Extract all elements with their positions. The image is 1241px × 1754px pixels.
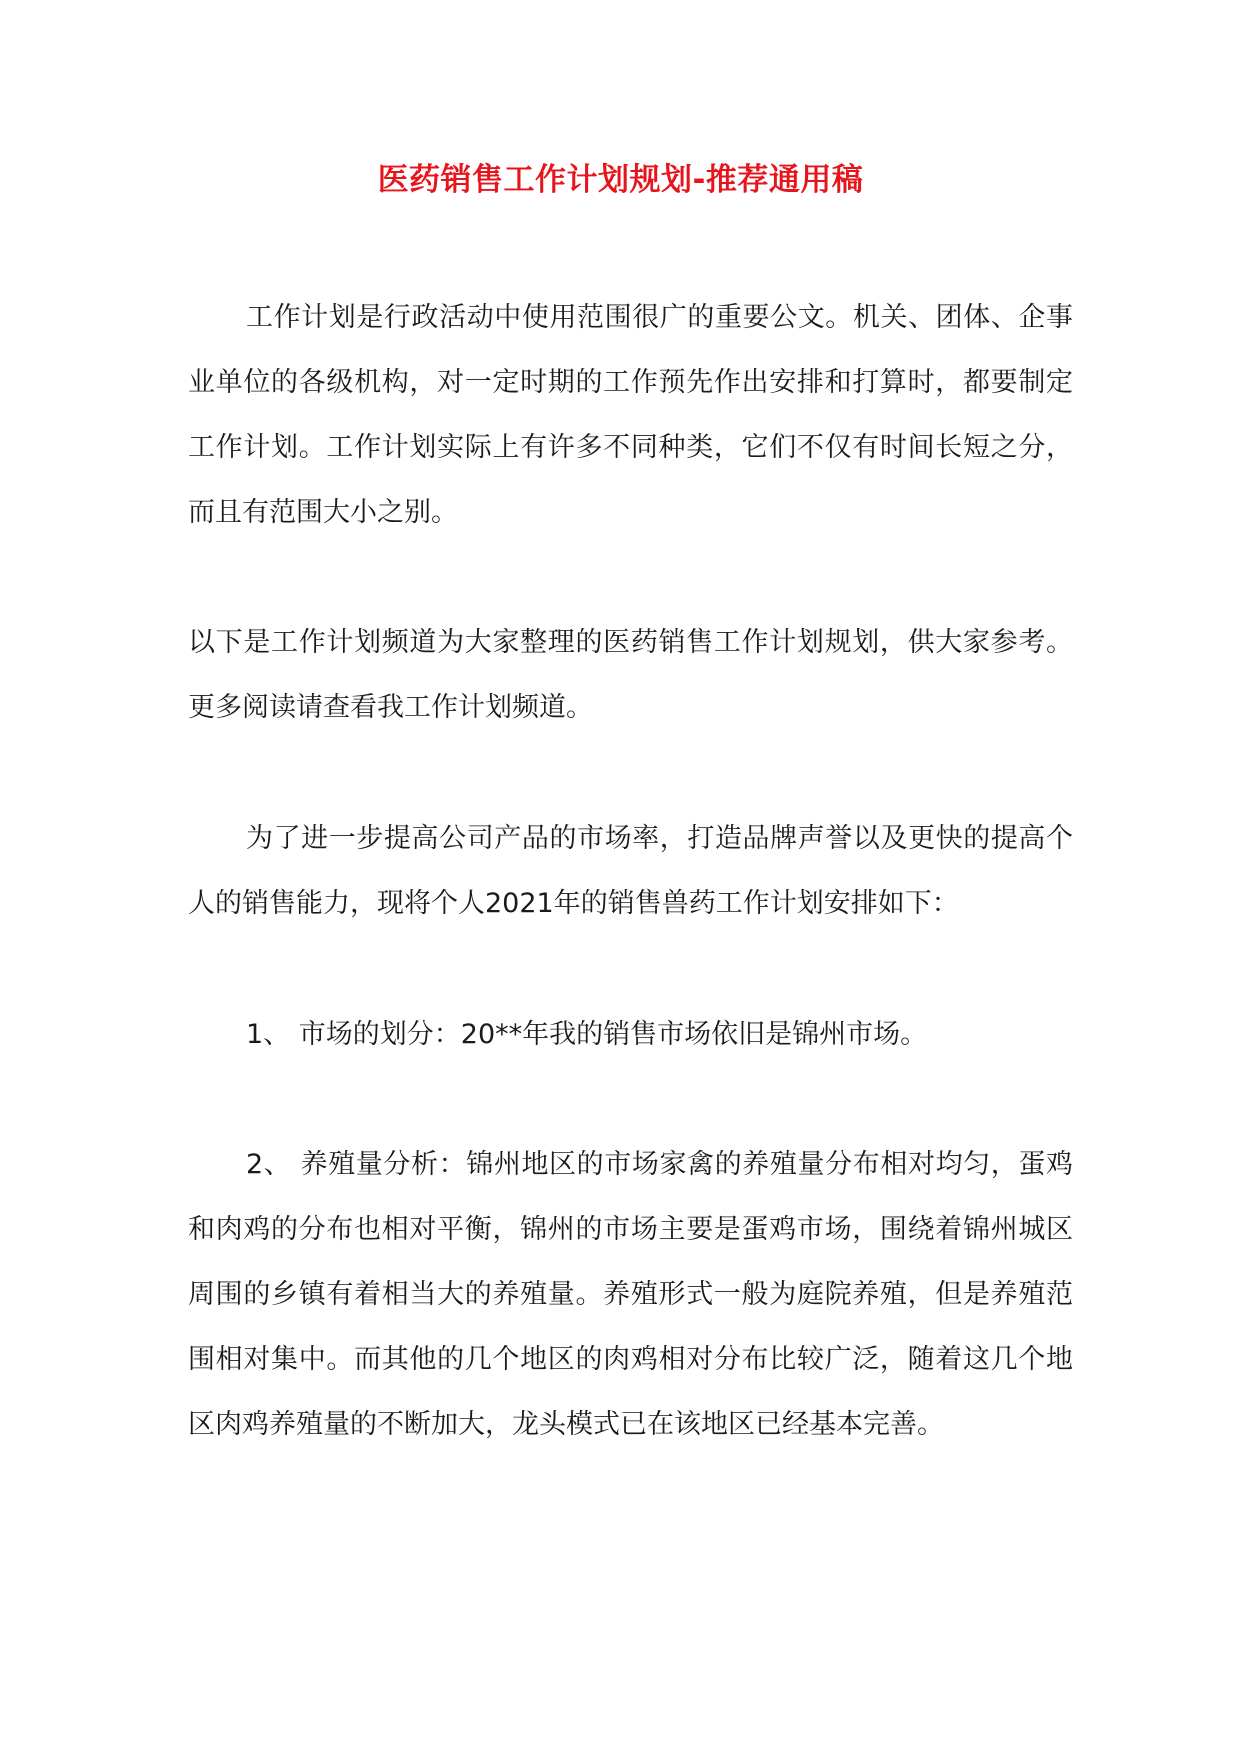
document-title: 医药销售工作计划规划-推荐通用稿 <box>377 162 864 198</box>
paragraph-purpose: 为了进一步提高公司产品的市场率，打造品牌声誉以及更快的提高个人的销售能力，现将个人2021年的销售兽药工作计划安排如下： <box>188 823 1073 919</box>
paragraph-reference: 以下是工作计划频道为大家整理的医药销售工作计划规划，供大家参考。更多阅读请查看我工作计划频道。 <box>188 627 1073 723</box>
paragraph-intro: 工作计划是行政活动中使用范围很广的重要公文。机关、团体、企事业单位的各级机构，对一定时期的工作预先作出安排和打算时，都要制定工作计划。工作计划实际上有许多不同种类，它们不仅有时间长短之分，而且有范围大小之别。 <box>188 302 1073 528</box>
paragraph-breeding-analysis: 2、 养殖量分析：锦州地区的市场家禽的养殖量分布相对均匀，蛋鸡和肉鸡的分布也相对平衡，锦州的市场主要是蛋鸡市场，围绕着锦州城区周围的乡镇有着相当大的养殖量。养殖形式一般为庭院养殖，但是养殖范围相对集中。而其他的几个地区的肉鸡相对分布比较广泛，随着这几个地区肉鸡养殖量的不断加大，龙头模式已在该地区已经基本完善。 <box>188 1149 1073 1440</box>
paragraph-market-division: 1、 市场的划分：20**年我的销售市场依旧是锦州市场。 <box>246 1019 928 1050</box>
